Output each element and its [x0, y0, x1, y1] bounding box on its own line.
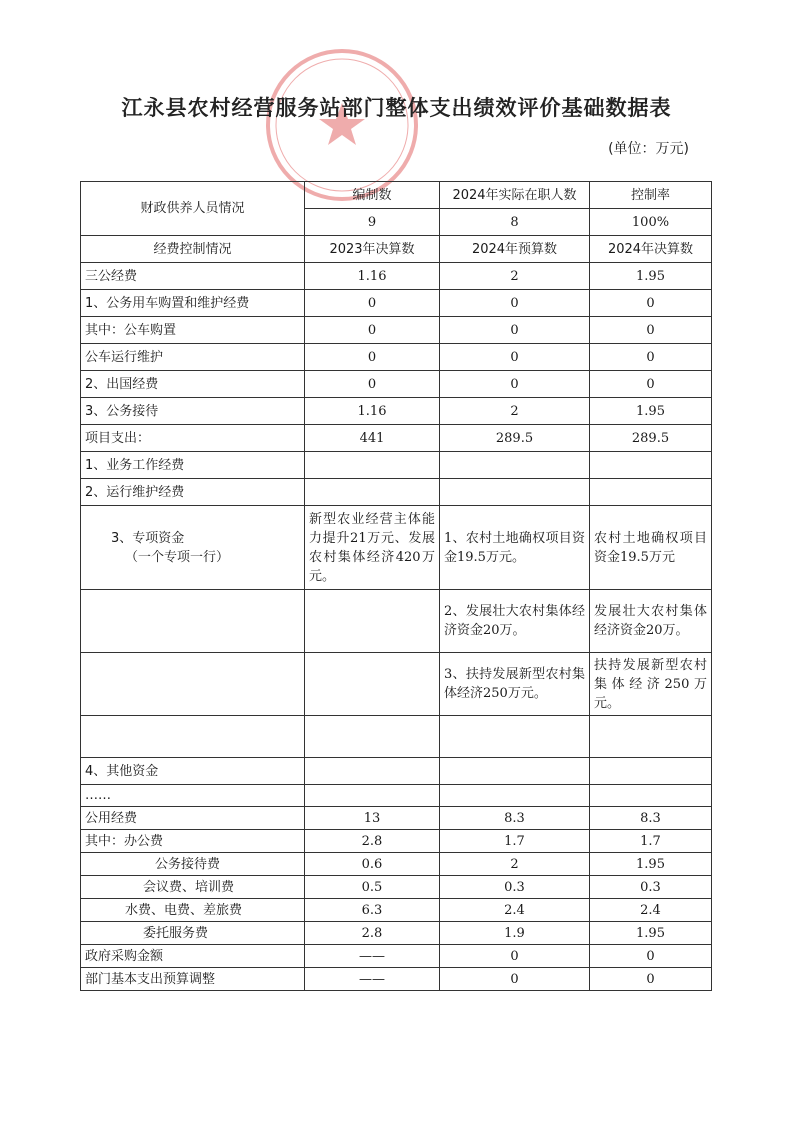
row-label: 委托服务费: [81, 922, 305, 945]
special-funds-sublabel: （一个专项一行）: [125, 549, 230, 565]
table-row: [81, 968, 712, 991]
value-2024-final: 扶持发展新型农村集体经济250万元。: [590, 653, 712, 716]
empty-cell: [305, 590, 440, 653]
row-label: 其中：办公费: [81, 830, 305, 853]
table-row: [81, 830, 712, 853]
value-2023: 441: [305, 425, 440, 452]
value-2024-final: 0: [590, 371, 712, 398]
table-row: [81, 398, 712, 425]
col-2024-budget: 2024年预算数: [440, 236, 590, 263]
table-row: [81, 425, 712, 452]
table-row: [81, 785, 712, 807]
staff-label: 财政供养人员情况: [81, 182, 305, 236]
empty-cell: [81, 716, 305, 758]
table-row: [81, 807, 712, 830]
value-2023: 新型农业经营主体能力提升21万元、发展农村集体经济420万元。: [305, 506, 440, 590]
table-row: [81, 317, 712, 344]
empty-cell: [305, 452, 440, 479]
value-2023: 0: [305, 317, 440, 344]
value-2024-final: 0: [590, 290, 712, 317]
row-label: ……: [81, 785, 305, 807]
row-label: 1、公务用车购置和维护经费: [81, 290, 305, 317]
empty-cell: [305, 785, 440, 807]
funds-label: 经费控制情况: [81, 236, 305, 263]
empty-cell: [440, 785, 590, 807]
value-2024-final: 0.3: [590, 876, 712, 899]
value-2024-budget: 289.5: [440, 425, 590, 452]
value-2024-budget: 1、农村土地确权项目资金19.5万元。: [440, 506, 590, 590]
row-label: 其中：公车购置: [81, 317, 305, 344]
row-label: [81, 506, 305, 590]
value-2023: 0.6: [305, 853, 440, 876]
value-2023: 0: [305, 371, 440, 398]
row-label: 1、业务工作经费: [81, 452, 305, 479]
value-2023: 2.8: [305, 922, 440, 945]
empty-cell: [590, 785, 712, 807]
value-2024-final: 8.3: [590, 807, 712, 830]
empty-cell: [440, 716, 590, 758]
value-2024-budget: 2、发展壮大农村集体经济资金20万。: [440, 590, 590, 653]
row-label: 3、公务接待: [81, 398, 305, 425]
col-2023: 2023年决算数: [305, 236, 440, 263]
val-shiji: 8: [440, 209, 590, 236]
val-kongzhilv: 100%: [590, 209, 712, 236]
empty-cell: [81, 653, 305, 716]
value-2024-budget: 2: [440, 398, 590, 425]
col-bianzhi: 编制数: [305, 182, 440, 209]
value-2024-final: 0: [590, 945, 712, 968]
value-2024-final: 农村土地确权项目资金19.5万元: [590, 506, 712, 590]
val-bianzhi: 9: [305, 209, 440, 236]
table-row: [81, 371, 712, 398]
table-row: [81, 182, 712, 209]
empty-cell: [440, 479, 590, 506]
value-2024-budget: 8.3: [440, 807, 590, 830]
row-label: 会议费、培训费: [81, 876, 305, 899]
empty-cell: [590, 479, 712, 506]
empty-cell: [590, 758, 712, 785]
empty-cell: [305, 479, 440, 506]
value-2024-budget: 2.4: [440, 899, 590, 922]
value-2024-budget: 0: [440, 968, 590, 991]
row-label: 项目支出：: [81, 425, 305, 452]
table-row: [81, 945, 712, 968]
table-row: [81, 263, 712, 290]
value-2024-budget: 2: [440, 263, 590, 290]
empty-cell: [440, 758, 590, 785]
row-label: 4、其他资金: [81, 758, 305, 785]
value-2024-final: 1.95: [590, 853, 712, 876]
row-label: 公用经费: [81, 807, 305, 830]
value-2024-budget: 1.7: [440, 830, 590, 853]
col-kongzhilv: 控制率: [590, 182, 712, 209]
table-row: [81, 479, 712, 506]
row-label: 政府采购金额: [81, 945, 305, 968]
value-2023: 0.5: [305, 876, 440, 899]
row-label: 水费、电费、差旅费: [81, 899, 305, 922]
value-2024-budget: 0: [440, 344, 590, 371]
value-2024-final: 0: [590, 968, 712, 991]
table-row: [81, 236, 712, 263]
value-2024-final: 0: [590, 317, 712, 344]
row-label: 2、运行维护经费: [81, 479, 305, 506]
value-2023: 6.3: [305, 899, 440, 922]
value-2024-budget: 0: [440, 945, 590, 968]
row-label: 公务接待费: [81, 853, 305, 876]
value-2023: 2.8: [305, 830, 440, 853]
row-label: 2、出国经费: [81, 371, 305, 398]
row-label: 三公经费: [81, 263, 305, 290]
row-label: 公车运行维护: [81, 344, 305, 371]
table-row: [81, 758, 712, 785]
row-label: 部门基本支出预算调整: [81, 968, 305, 991]
value-2023: 13: [305, 807, 440, 830]
value-2024-final: 1.95: [590, 398, 712, 425]
table-row: [81, 344, 712, 371]
table-row: [81, 590, 712, 653]
empty-cell: [81, 590, 305, 653]
col-2024-final: 2024年决算数: [590, 236, 712, 263]
empty-cell: [590, 452, 712, 479]
value-2024-final: 0: [590, 344, 712, 371]
table-row: [81, 899, 712, 922]
table-row: [81, 876, 712, 899]
value-2024-final: 2.4: [590, 899, 712, 922]
table-row: [81, 506, 712, 590]
empty-cell: [305, 758, 440, 785]
value-2023: ——: [305, 945, 440, 968]
value-2024-final: 1.7: [590, 830, 712, 853]
value-2024-final: 1.95: [590, 263, 712, 290]
page-title: 江永县农村经营服务站部门整体支出绩效评价基础数据表: [121, 96, 672, 120]
empty-cell: [305, 653, 440, 716]
table-row: [81, 653, 712, 716]
empty-cell: [440, 452, 590, 479]
value-2023: ——: [305, 968, 440, 991]
value-2023: 0: [305, 290, 440, 317]
col-shiji: 2024年实际在职人数: [440, 182, 590, 209]
value-2024-budget: 0.3: [440, 876, 590, 899]
empty-cell: [305, 716, 440, 758]
value-2024-budget: 2: [440, 853, 590, 876]
data-table: [80, 181, 712, 991]
value-2023: 1.16: [305, 263, 440, 290]
value-2024-final: 289.5: [590, 425, 712, 452]
unit-label: (单位：万元): [608, 141, 689, 157]
table-row: [81, 716, 712, 758]
value-2024-budget: 1.9: [440, 922, 590, 945]
table-row: [81, 452, 712, 479]
table-row: [81, 853, 712, 876]
special-funds-label: 3、专项资金: [111, 530, 185, 546]
value-2024-budget: 0: [440, 317, 590, 344]
value-2024-budget: 0: [440, 371, 590, 398]
value-2024-budget: 0: [440, 290, 590, 317]
value-2023: 1.16: [305, 398, 440, 425]
table-row: [81, 922, 712, 945]
value-2024-final: 发展壮大农村集体经济资金20万。: [590, 590, 712, 653]
empty-cell: [590, 716, 712, 758]
value-2024-budget: 3、扶持发展新型农村集体经济250万元。: [440, 653, 590, 716]
table-row: [81, 290, 712, 317]
value-2024-final: 1.95: [590, 922, 712, 945]
value-2023: 0: [305, 344, 440, 371]
